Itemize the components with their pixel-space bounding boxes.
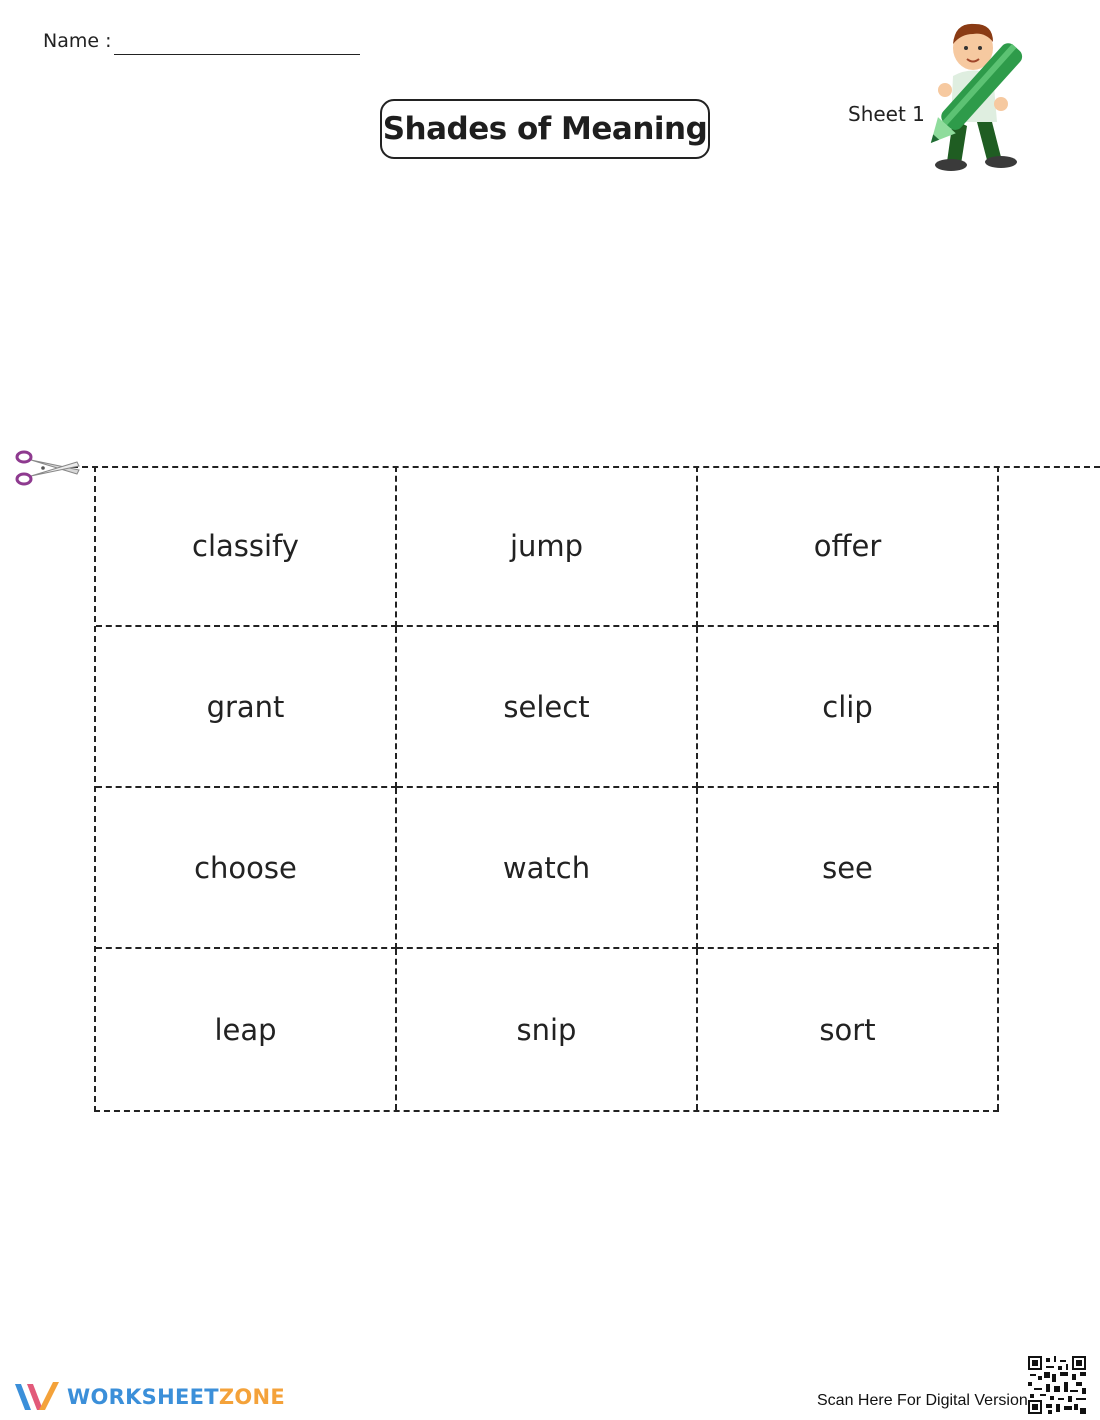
qr-code-icon[interactable] (1028, 1356, 1086, 1414)
boy-holding-green-pencil-icon (915, 14, 1040, 176)
name-line[interactable] (114, 54, 360, 55)
worksheetzone-logo[interactable] (13, 1380, 285, 1414)
word-card: offer (698, 466, 999, 627)
scan-text: Scan Here For Digital Version (817, 1392, 1028, 1409)
word-card: grant (96, 627, 397, 788)
scissors-icon (13, 448, 81, 488)
word-card: leap (96, 949, 397, 1110)
word-card: jump (397, 466, 698, 627)
word-card: see (698, 788, 999, 949)
word-card: snip (397, 949, 698, 1110)
word-card: choose (96, 788, 397, 949)
logo-text-part1: WORKSHEET (67, 1385, 219, 1409)
page-title: Shades of Meaning (382, 111, 708, 147)
logo-text-part2: ZONE (218, 1385, 286, 1409)
word-card: watch (397, 788, 698, 949)
worksheetzone-logo-icon (13, 1380, 61, 1414)
title-box (380, 99, 710, 159)
sheet-label: Sheet 1 (848, 102, 925, 126)
logo-text (67, 1385, 285, 1409)
word-card: classify (96, 466, 397, 627)
word-card: clip (698, 627, 999, 788)
word-card-grid (94, 466, 999, 1112)
word-card: select (397, 627, 698, 788)
word-card: sort (698, 949, 999, 1110)
name-label: Name : (43, 30, 112, 52)
